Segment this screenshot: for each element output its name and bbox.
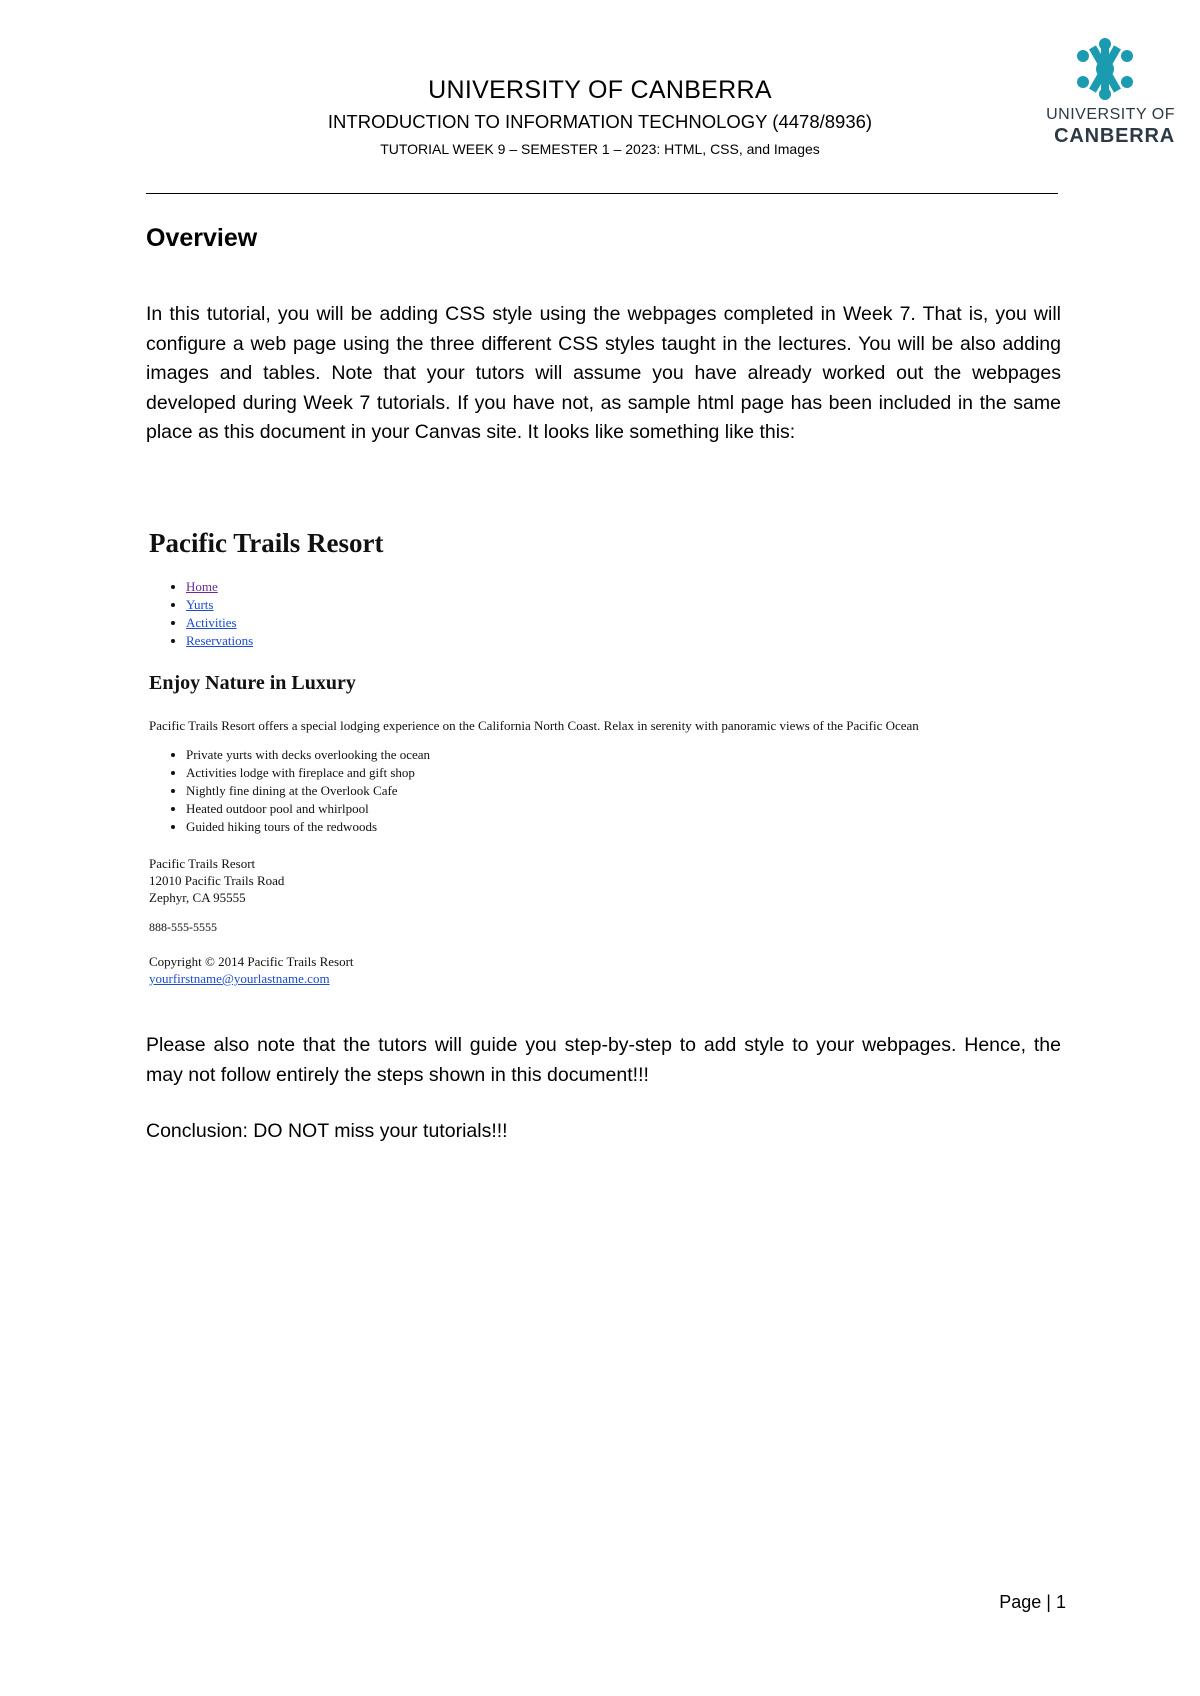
course-title: INTRODUCTION TO INFORMATION TECHNOLOGY (4478/8936)	[327, 111, 873, 132]
sample-site-title: Pacific Trails Resort	[149, 528, 384, 558]
tutorial-subtitle: TUTORIAL WEEK 9 – SEMESTER 1 – 2023: HTML, CSS, and Images	[380, 141, 820, 157]
sample-page-screenshot	[146, 520, 1066, 995]
note-paragraph: Please also note that the tutors will guide you step-by-step to add style to your webpages. Hence, the may not follow entirely the steps shown in this document!!!	[146, 1034, 1061, 1086]
list-item: • Heated outdoor pool and whirlpool	[186, 800, 430, 818]
address-line: Zephyr, CA 95555	[149, 890, 246, 905]
nav-link-reservations[interactable]: Reservations	[186, 633, 254, 648]
document-header	[146, 74, 1054, 158]
conclusion-text: Conclusion: DO NOT miss your tutorials!!!	[146, 1120, 508, 1142]
nav-link-activities[interactable]: Activities	[186, 615, 237, 630]
sample-address	[149, 855, 284, 906]
overview-paragraph: In this tutorial, you will be adding CSS style using the webpages completed in Week 7. That is, you will configure a web page using the three different CSS styles taught in the lectures. You will be also adding images and tables. Note that your tutors will assume you have already worked out the webpages developed during Week 7 tutorials. If you have not, as sample html page has been included in the same place as this document in your Canvas site. It looks like something like this:	[146, 303, 1061, 443]
page-number: Page | 1	[999, 1592, 1066, 1612]
list-item: • Private yurts with decks overlooking the ocean	[186, 746, 430, 764]
sample-footer	[149, 953, 354, 987]
university-title: UNIVERSITY OF CANBERRA	[428, 76, 772, 104]
nav-link-yurts[interactable]: Yurts	[186, 597, 214, 612]
canberra-snowflake-icon	[1072, 38, 1138, 100]
nav-item[interactable]	[186, 578, 253, 596]
sample-heading: Enjoy Nature in Luxury	[149, 672, 356, 694]
nav-item[interactable]	[186, 632, 253, 650]
sample-feature-list	[166, 746, 430, 836]
address-line: Pacific Trails Resort	[149, 856, 256, 871]
list-item: • Activities lodge with fireplace and gift shop	[186, 764, 430, 782]
sample-phone: 888-555-5555	[149, 920, 217, 934]
address-line: 12010 Pacific Trails Road	[149, 873, 285, 888]
logo-text-line2: CANBERRA	[1054, 125, 1175, 147]
section-heading: Overview	[146, 224, 258, 252]
list-item: • Guided hiking tours of the redwoods	[186, 818, 430, 836]
list-item: • Nightly fine dining at the Overlook Cafe	[186, 782, 430, 800]
sample-nav	[166, 578, 253, 650]
nav-item[interactable]	[186, 596, 253, 614]
sample-intro: Pacific Trails Resort offers a special lodging experience on the California North Coast. Relax in serenity with panoramic views of the Pacific Ocean	[149, 718, 919, 733]
sample-email-link[interactable]: yourfirstname@yourlastname.com	[149, 971, 330, 986]
nav-item[interactable]	[186, 614, 253, 632]
sample-copyright: Copyright © 2014 Pacific Trails Resort	[149, 954, 354, 969]
nav-link-home[interactable]: Home	[186, 579, 218, 594]
header-divider	[146, 193, 1058, 194]
logo-text-line1: UNIVERSITY OF	[1046, 106, 1175, 123]
university-logo	[1035, 38, 1175, 148]
